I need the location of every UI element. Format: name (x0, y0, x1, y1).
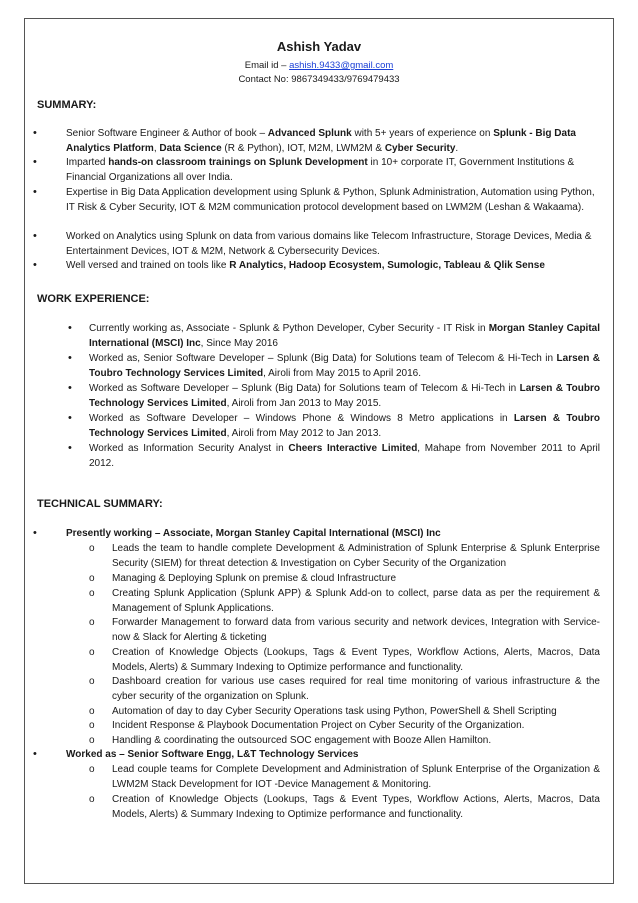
sub-bullet-glyph: o (89, 764, 95, 775)
bullet-glyph: • (68, 352, 72, 364)
work-item-5: Worked as Information Security Analyst in Cheers Interactive Limited, Mahape from November 2011 to April 2012. (89, 443, 600, 469)
email-link[interactable]: ashish.9433@gmail.com (289, 60, 394, 71)
work-item-1: Currently working as, Associate - Splunk & Python Developer, Cyber Security - IT Risk in Morgan Stanley Capital International (MSCI) Inc, Since May 2016 (89, 323, 601, 349)
bullet-glyph: • (68, 382, 72, 394)
work-item-3: Worked as Software Developer – Splunk (Big Data) for Solutions team of Telecom & Hi-Tech in Larsen & Toubro Technology Services Limited, Airoli from Jan 2013 to May 2015. (89, 383, 600, 409)
bullet-glyph: • (33, 748, 37, 760)
work-heading: WORK EXPERIENCE: (37, 293, 150, 305)
sub-bullet-glyph: o (89, 647, 95, 658)
sub-bullet-glyph: o (89, 794, 95, 805)
sub-bullet-glyph: o (89, 720, 95, 731)
phone-numbers: 9867349433/9769479433 (291, 74, 400, 85)
bullet-glyph: • (68, 412, 72, 424)
msci-item: Dashboard creation for various use cases required for real time monitoring of various infrastructure & the cyber security of the organization on Splunk. (112, 676, 600, 702)
sub-bullet-glyph: o (89, 543, 95, 554)
resume-page (24, 18, 614, 884)
msci-item: Automation of day to day Cyber Security Operations task using Python, PowerShell & Shell Scripting (112, 706, 557, 717)
work-item-4: Worked as Software Developer – Windows Phone & Windows 8 Metro applications in Larsen & Toubro Technology Services Limited, Airoli from May 2012 to Jan 2013. (89, 413, 601, 439)
sub-bullet-glyph: o (89, 573, 95, 584)
sub-bullet-glyph: o (89, 588, 95, 599)
email-line (25, 60, 613, 71)
bullet-glyph: • (33, 230, 37, 242)
summary-item-4: Worked on Analytics using Splunk on data from various domains like Telecom Infrastructure, Storage Devices, Media & Entertainment Devices, IOT & M2M, Network & Cybersecurity Devices. (66, 231, 592, 257)
msci-item: Creating Splunk Application (Splunk APP) & Splunk Add-on to collect, parse data as per the requirement & Management of Splunk Applications. (112, 588, 600, 614)
msci-item: Creation of Knowledge Objects (Lookups, Tags & Event Types, Workflow Actions, Alerts, Macros, Data Models, Alerts) & Summary Indexing to Optimize performance and functionality. (112, 647, 600, 673)
phone-line (25, 74, 613, 85)
lnt-item: Lead couple teams for Complete Development and Administration of Splunk Enterprise of the Organization & LWM2M Stack Development for IOT -Device Management & Monitoring. (112, 764, 600, 790)
msci-item: Leads the team to handle complete Development & Administration of Splunk Enterprise & Splunk Enterprise Security (SIEM) for threat detection & Investigation on Cyber Security of the Organization (112, 543, 600, 569)
msci-item: Forwarder Management to forward data from various security and network devices, Integration with Service-now & Slack for Alerting & ticketing (112, 617, 600, 643)
bullet-glyph: • (33, 156, 37, 168)
candidate-name: Ashish Yadav (276, 39, 362, 54)
bullet-glyph: • (33, 527, 37, 539)
bullet-glyph: • (68, 442, 72, 454)
lnt-item: Creation of Knowledge Objects (Lookups, Tags & Event Types, Workflow Actions, Alerts, Macros, Data Models, Alerts) & Summary Indexing to Optimize performance and functionality. (112, 794, 600, 820)
email-label: Email id – (244, 60, 290, 71)
sub-bullet-glyph: o (89, 676, 95, 687)
tech-heading: TECHNICAL SUMMARY: (37, 498, 163, 510)
sub-bullet-glyph: o (89, 735, 95, 746)
msci-item: Handling & coordinating the outsourced SOC engagement with Booze Allen Hamilton. (112, 735, 492, 746)
summary-item-5: Well versed and trained on tools like R Analytics, Hadoop Ecosystem, Sumologic, Tableau & Qlik Sense (66, 260, 545, 271)
msci-item: Managing & Deploying Splunk on premise & cloud Infrastructure (112, 573, 397, 584)
work-item-2: Worked as, Senior Software Developer – Splunk (Big Data) for Solutions team of Telecom & Hi-Tech in Larsen & Toubro Technology Services Limited, Airoli from May 2015 to April 2016. (89, 353, 601, 379)
bullet-glyph: • (33, 127, 37, 139)
summary-heading: SUMMARY: (37, 99, 97, 111)
bullet-glyph: • (33, 186, 37, 198)
summary-item-2: Imparted hands-on classroom trainings on Splunk Development in 10+ corporate IT, Government Institutions & Financial Organizations all over India. (66, 157, 575, 183)
summary-item-3: Expertise in Big Data Application development using Splunk & Python, Splunk Administration, Automation using Python, IT Risk & Cyber Security, IOT & M2M communication protocol development based on LWM2M (Leshan & Wakaama). (66, 187, 595, 213)
bullet-glyph: • (33, 259, 37, 271)
tech-role-msci: Presently working – Associate, Morgan Stanley Capital International (MSCI) Inc (66, 528, 441, 539)
sub-bullet-glyph: o (89, 706, 95, 717)
sub-bullet-glyph: o (89, 617, 95, 628)
msci-item: Incident Response & Playbook Documentation Project on Cyber Security of the Organization. (112, 720, 525, 731)
tech-role-lnt: Worked as – Senior Software Engg, L&T Technology Services (66, 749, 359, 760)
contact-label: Contact No: (238, 74, 292, 85)
summary-item-1: Senior Software Engineer & Author of book – Advanced Splunk with 5+ years of experience on Splunk - Big Data Analytics Platform, Data Science (R & Python), IOT, M2M, LWM2M & Cyber Security. (66, 128, 576, 154)
bullet-glyph: • (68, 322, 72, 334)
